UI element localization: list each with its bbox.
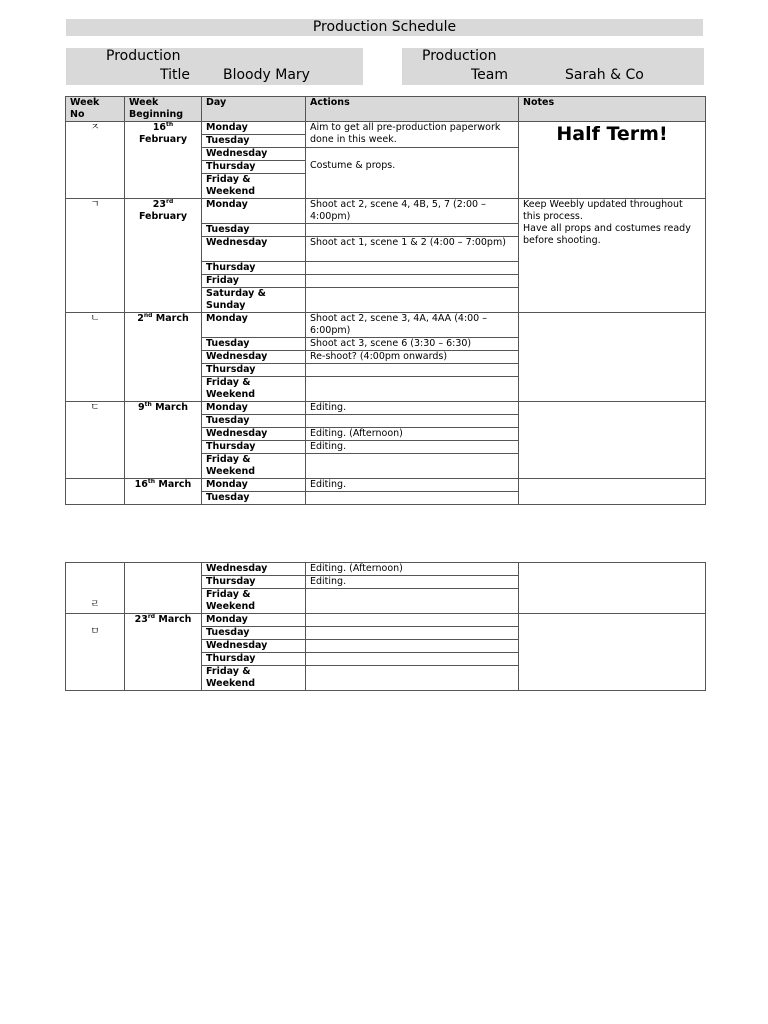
week-beginning: 2nd March xyxy=(125,313,202,402)
notes-cell xyxy=(519,313,706,402)
action-cell xyxy=(306,492,519,505)
day-cell: Friday & Weekend xyxy=(202,589,306,614)
action-cell xyxy=(306,275,519,288)
action-cell xyxy=(306,415,519,428)
action-cell xyxy=(306,666,519,691)
week-beginning: 23rd February xyxy=(125,199,202,313)
action-cell xyxy=(306,589,519,614)
notes-cell xyxy=(519,122,706,199)
production-team-label-1: Production xyxy=(422,48,497,64)
action-cell: Shoot act 3, scene 6 (3:30 – 6:30) xyxy=(306,338,519,351)
action-cell xyxy=(306,640,519,653)
day-cell: Thursday xyxy=(202,364,306,377)
notes-cell xyxy=(519,479,706,505)
production-team-value: Sarah & Co xyxy=(565,67,644,83)
week-beginning: 16th March xyxy=(125,479,202,505)
table-row xyxy=(66,614,706,627)
day-cell: Saturday & Sunday xyxy=(202,288,306,313)
action-cell: Editing. (Afternoon) xyxy=(306,563,519,576)
action-cell: Costume & props. xyxy=(306,148,519,199)
week-symbol: ㄷ xyxy=(66,402,125,479)
header-week-beginning: Week Beginning xyxy=(125,97,202,122)
production-title-label-1: Production xyxy=(106,48,181,64)
action-cell: Aim to get all pre-production paperwork done in this week. xyxy=(306,122,519,148)
production-title-label-2: Title xyxy=(160,67,191,83)
week-beginning: 9th March xyxy=(125,402,202,479)
day-cell: Friday xyxy=(202,275,306,288)
day-cell: Thursday xyxy=(202,653,306,666)
header-week-no: Week No xyxy=(66,97,125,122)
action-cell xyxy=(306,288,519,313)
page-title: Production Schedule xyxy=(66,19,703,36)
week-beginning: 23rd March xyxy=(125,614,202,691)
week-symbol: ㄱ xyxy=(66,199,125,313)
action-cell: Editing. xyxy=(306,479,519,492)
action-cell: Editing. xyxy=(306,441,519,454)
week-beginning xyxy=(125,563,202,614)
table-row xyxy=(66,122,706,135)
day-cell: Monday xyxy=(202,313,306,338)
week-symbol: ㅁ xyxy=(66,614,125,691)
day-cell: Monday xyxy=(202,199,306,224)
table-row xyxy=(66,313,706,338)
day-cell: Wednesday xyxy=(202,237,306,262)
day-cell: Thursday xyxy=(202,441,306,454)
table-row xyxy=(66,199,706,224)
day-cell: Tuesday xyxy=(202,338,306,351)
day-cell: Monday xyxy=(202,479,306,492)
table-row xyxy=(66,402,706,415)
day-cell: Thursday xyxy=(202,576,306,589)
day-cell: Tuesday xyxy=(202,627,306,640)
day-cell: Friday & Weekend xyxy=(202,377,306,402)
action-cell: Shoot act 2, scene 4, 4B, 5, 7 (2:00 – 4:00pm) xyxy=(306,199,519,224)
production-title-box xyxy=(66,48,363,85)
schedule-table xyxy=(65,96,706,505)
action-cell: Shoot act 1, scene 1 & 2 (4:00 – 7:00pm) xyxy=(306,237,519,262)
action-cell: Re-shoot? (4:00pm onwards) xyxy=(306,351,519,364)
day-cell: Wednesday xyxy=(202,148,306,161)
notes-cell xyxy=(519,402,706,479)
day-cell: Wednesday xyxy=(202,351,306,364)
week-symbol xyxy=(66,479,125,505)
day-cell: Tuesday xyxy=(202,492,306,505)
table-header-row xyxy=(66,97,706,122)
week-symbol: ㅈ xyxy=(66,122,125,199)
action-cell xyxy=(306,614,519,627)
day-cell: Wednesday xyxy=(202,563,306,576)
action-cell xyxy=(306,653,519,666)
week-beginning: 16th February xyxy=(125,122,202,199)
notes-cell xyxy=(519,614,706,691)
action-cell: Editing. xyxy=(306,576,519,589)
action-cell xyxy=(306,627,519,640)
week-symbol: ㄴ xyxy=(66,313,125,402)
header-day: Day xyxy=(202,97,306,122)
day-cell: Tuesday xyxy=(202,135,306,148)
table-row xyxy=(66,479,706,492)
action-cell xyxy=(306,364,519,377)
production-team-label-2: Team xyxy=(471,67,509,83)
header-notes: Notes xyxy=(519,97,706,122)
day-cell: Friday & Weekend xyxy=(202,454,306,479)
day-cell: Thursday xyxy=(202,161,306,174)
day-cell: Wednesday xyxy=(202,428,306,441)
action-cell xyxy=(306,454,519,479)
day-cell: Monday xyxy=(202,402,306,415)
day-cell: Friday & Weekend xyxy=(202,174,306,199)
day-cell: Tuesday xyxy=(202,224,306,237)
action-cell xyxy=(306,377,519,402)
day-cell: Monday xyxy=(202,614,306,627)
half-term-note: Half Term! xyxy=(556,123,668,145)
notes-cell xyxy=(519,563,706,614)
header-actions: Actions xyxy=(306,97,519,122)
production-team-box xyxy=(402,48,704,85)
day-cell: Friday & Weekend xyxy=(202,666,306,691)
schedule-table-continued xyxy=(65,562,706,691)
action-cell: Editing. xyxy=(306,402,519,415)
week-symbol: ㄹ xyxy=(66,563,125,614)
table-row xyxy=(66,563,706,576)
day-cell: Wednesday xyxy=(202,640,306,653)
action-cell: Editing. (Afternoon) xyxy=(306,428,519,441)
action-cell: Shoot act 2, scene 3, 4A, 4AA (4:00 – 6:00pm) xyxy=(306,313,519,338)
notes-cell: Keep Weebly updated throughout this process. Have all props and costumes ready before shooting. xyxy=(519,199,706,313)
production-title-value: Bloody Mary xyxy=(223,67,310,83)
action-cell xyxy=(306,262,519,275)
day-cell: Monday xyxy=(202,122,306,135)
action-cell xyxy=(306,224,519,237)
day-cell: Tuesday xyxy=(202,415,306,428)
day-cell: Thursday xyxy=(202,262,306,275)
